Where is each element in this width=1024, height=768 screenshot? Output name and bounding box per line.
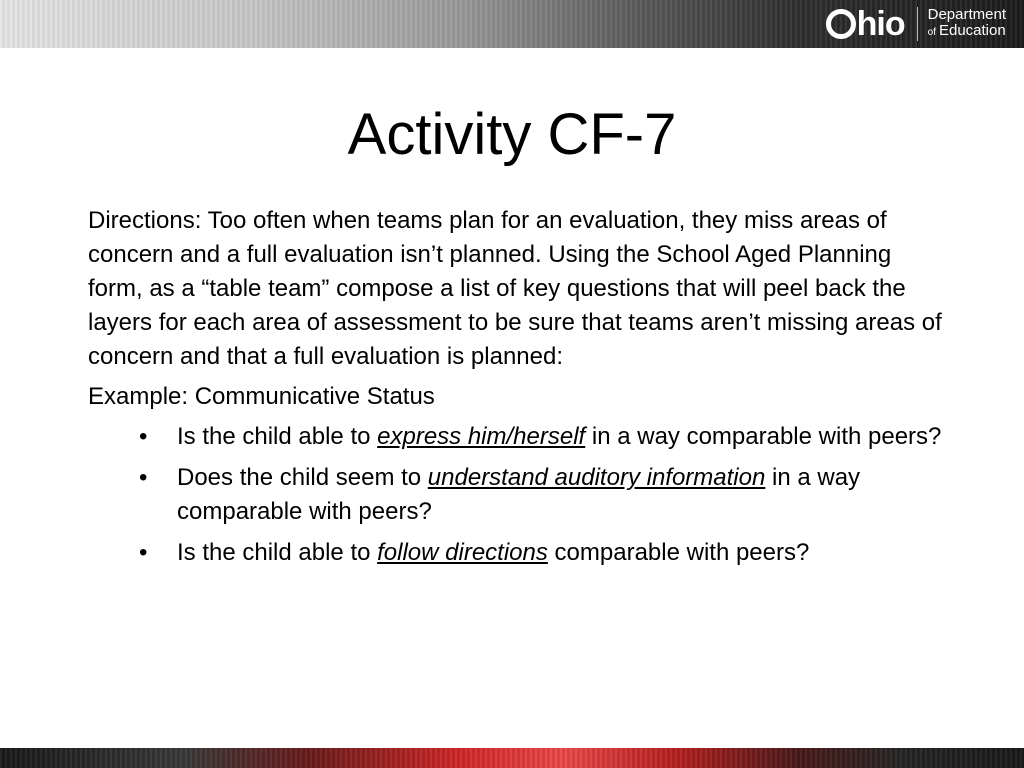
logo-o-ring-icon xyxy=(826,9,856,39)
bullet-dot-icon: • xyxy=(139,539,148,566)
logo-line-department: Department xyxy=(927,6,1006,23)
bullet-emphasis: understand auditory information xyxy=(427,464,766,491)
logo-department-text xyxy=(928,7,1006,41)
bullet-text-before: Is the child able to xyxy=(177,423,378,450)
bullet-item xyxy=(88,461,948,529)
bullet-item xyxy=(88,536,948,570)
bullet-list xyxy=(88,420,948,570)
bullet-emphasis: follow directions xyxy=(377,539,548,566)
directions-paragraph: Directions: Too often when teams plan for an evaluation, they miss areas of concern and a full evaluation isn’t planned. Using the School Aged Planning form, as a “table team” compose a list of key questions that will peel back the layers for each area of assessment to be sure that teams aren’t missing areas of concern and that a full evaluation is planned: xyxy=(88,207,942,370)
bullet-text-after: in a way comparable with peers? xyxy=(585,423,942,450)
logo-education: Education xyxy=(938,22,1006,39)
bullet-text-after: in a way comparable with peers? xyxy=(177,464,861,525)
example-heading: Example: Communicative Status xyxy=(88,383,435,410)
ohio-education-logo xyxy=(826,6,1006,42)
bullet-text-before: Does the child seem to xyxy=(177,464,428,491)
logo-of: of xyxy=(927,27,936,38)
slide-body xyxy=(88,204,948,577)
bullet-dot-icon: • xyxy=(139,464,148,491)
bullet-dot-icon: • xyxy=(139,423,148,450)
bullet-text-after: comparable with peers? xyxy=(547,539,810,566)
logo-line-education xyxy=(928,23,1006,41)
top-banner xyxy=(0,0,1024,48)
bullet-text-before: Is the child able to xyxy=(177,539,378,566)
logo-divider xyxy=(917,7,918,41)
logo-ohio-wordmark: hio xyxy=(826,6,905,42)
bottom-banner xyxy=(0,748,1024,768)
bullet-item xyxy=(88,420,948,454)
slide-title: Activity CF-7 xyxy=(347,102,677,167)
bullet-emphasis: express him/herself xyxy=(377,423,586,450)
